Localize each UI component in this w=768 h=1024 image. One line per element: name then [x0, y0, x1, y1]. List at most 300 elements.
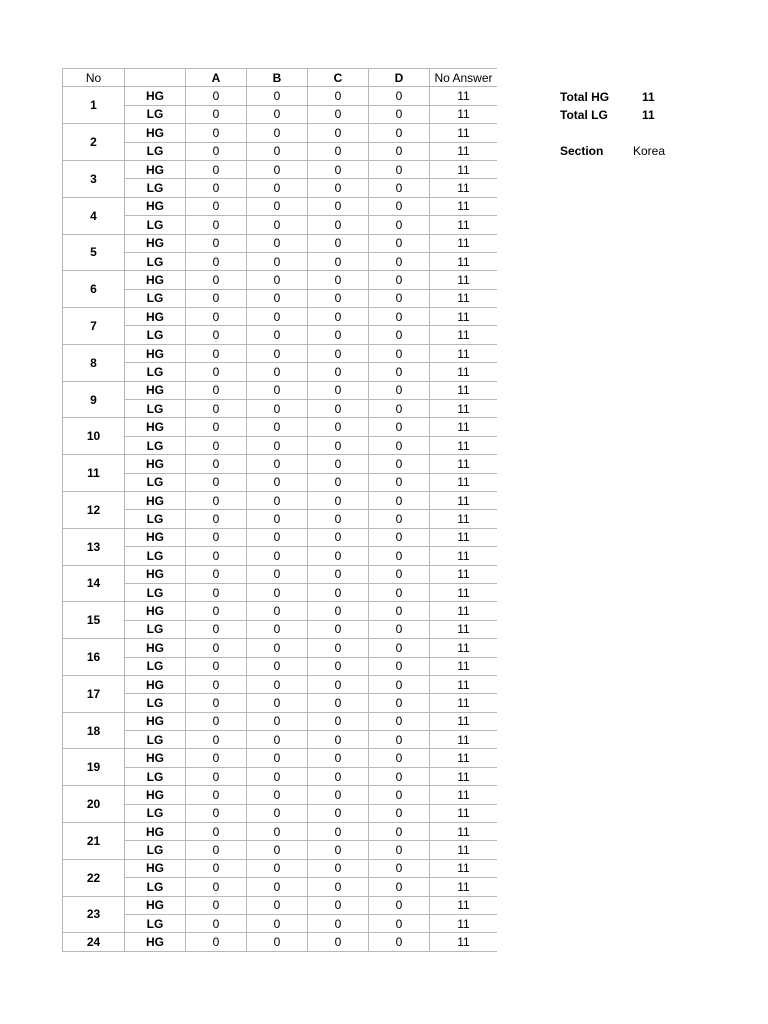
- header-cell-c: C: [308, 69, 369, 87]
- count-cell-a: 0: [186, 234, 247, 252]
- count-cell-d: 0: [369, 400, 430, 418]
- count-cell-a: 0: [186, 87, 247, 105]
- count-cell-c: 0: [308, 381, 369, 399]
- count-cell-b: 0: [247, 363, 308, 381]
- count-cell-a: 0: [186, 473, 247, 491]
- group-label-cell: HG: [125, 823, 186, 841]
- count-cell-b: 0: [247, 602, 308, 620]
- question-number-cell: 6: [63, 271, 125, 308]
- count-cell-c: 0: [308, 804, 369, 822]
- question-number-cell: 10: [63, 418, 125, 455]
- count-cell-b: 0: [247, 179, 308, 197]
- count-cell-b: 0: [247, 289, 308, 307]
- count-cell-b: 0: [247, 436, 308, 454]
- count-cell-d: 0: [369, 455, 430, 473]
- count-cell-a: 0: [186, 289, 247, 307]
- group-label-cell: HG: [125, 344, 186, 362]
- question-number-cell: 17: [63, 675, 125, 712]
- count-cell-a: 0: [186, 160, 247, 178]
- table-row: [63, 234, 498, 252]
- header-cell-no-answer: No Answer: [430, 69, 498, 87]
- count-cell-b: 0: [247, 418, 308, 436]
- table-row: [63, 363, 498, 381]
- count-cell-no-answer: 11: [430, 731, 498, 749]
- count-cell-d: 0: [369, 510, 430, 528]
- count-cell-d: 0: [369, 234, 430, 252]
- count-cell-c: 0: [308, 675, 369, 693]
- count-cell-no-answer: 11: [430, 436, 498, 454]
- question-number-cell: 22: [63, 859, 125, 896]
- group-label-cell: HG: [125, 234, 186, 252]
- count-cell-c: 0: [308, 308, 369, 326]
- count-cell-no-answer: 11: [430, 197, 498, 215]
- table-row: [63, 455, 498, 473]
- count-cell-a: 0: [186, 436, 247, 454]
- count-cell-no-answer: 11: [430, 289, 498, 307]
- question-number-cell: 3: [63, 160, 125, 197]
- count-cell-a: 0: [186, 583, 247, 601]
- count-cell-c: 0: [308, 914, 369, 932]
- count-cell-a: 0: [186, 859, 247, 877]
- count-cell-c: 0: [308, 436, 369, 454]
- count-cell-no-answer: 11: [430, 160, 498, 178]
- count-cell-d: 0: [369, 694, 430, 712]
- count-cell-b: 0: [247, 491, 308, 509]
- group-label-cell: HG: [125, 381, 186, 399]
- count-cell-d: 0: [369, 933, 430, 951]
- count-cell-a: 0: [186, 657, 247, 675]
- question-number-cell: 7: [63, 308, 125, 345]
- count-cell-b: 0: [247, 767, 308, 785]
- count-cell-d: 0: [369, 565, 430, 583]
- count-cell-no-answer: 11: [430, 878, 498, 896]
- count-cell-c: 0: [308, 712, 369, 730]
- count-cell-no-answer: 11: [430, 400, 498, 418]
- count-cell-d: 0: [369, 914, 430, 932]
- count-cell-d: 0: [369, 326, 430, 344]
- count-cell-d: 0: [369, 859, 430, 877]
- question-number-cell: 19: [63, 749, 125, 786]
- count-cell-d: 0: [369, 105, 430, 123]
- count-cell-no-answer: 11: [430, 473, 498, 491]
- count-cell-c: 0: [308, 602, 369, 620]
- count-cell-c: 0: [308, 896, 369, 914]
- count-cell-c: 0: [308, 87, 369, 105]
- count-cell-a: 0: [186, 326, 247, 344]
- count-cell-d: 0: [369, 804, 430, 822]
- question-number-cell: 2: [63, 124, 125, 161]
- count-cell-b: 0: [247, 473, 308, 491]
- count-cell-no-answer: 11: [430, 179, 498, 197]
- question-number-cell: 18: [63, 712, 125, 749]
- count-cell-no-answer: 11: [430, 896, 498, 914]
- header-cell-group: [125, 69, 186, 87]
- count-cell-a: 0: [186, 841, 247, 859]
- count-cell-c: 0: [308, 859, 369, 877]
- group-label-cell: HG: [125, 712, 186, 730]
- count-cell-a: 0: [186, 308, 247, 326]
- count-cell-no-answer: 11: [430, 694, 498, 712]
- group-label-cell: HG: [125, 602, 186, 620]
- group-label-cell: HG: [125, 639, 186, 657]
- count-cell-c: 0: [308, 731, 369, 749]
- count-cell-b: 0: [247, 823, 308, 841]
- count-cell-a: 0: [186, 142, 247, 160]
- count-cell-c: 0: [308, 823, 369, 841]
- count-cell-no-answer: 11: [430, 547, 498, 565]
- table-row: [63, 639, 498, 657]
- count-cell-c: 0: [308, 694, 369, 712]
- group-label-cell: LG: [125, 657, 186, 675]
- count-cell-d: 0: [369, 344, 430, 362]
- count-cell-b: 0: [247, 105, 308, 123]
- count-cell-b: 0: [247, 344, 308, 362]
- table-row: [63, 326, 498, 344]
- count-cell-d: 0: [369, 436, 430, 454]
- count-cell-d: 0: [369, 675, 430, 693]
- count-cell-d: 0: [369, 491, 430, 509]
- group-label-cell: HG: [125, 675, 186, 693]
- count-cell-d: 0: [369, 381, 430, 399]
- count-cell-c: 0: [308, 657, 369, 675]
- count-cell-d: 0: [369, 418, 430, 436]
- count-cell-d: 0: [369, 657, 430, 675]
- count-cell-c: 0: [308, 620, 369, 638]
- count-cell-no-answer: 11: [430, 271, 498, 289]
- count-cell-d: 0: [369, 271, 430, 289]
- count-cell-c: 0: [308, 583, 369, 601]
- table-row: [63, 602, 498, 620]
- count-cell-a: 0: [186, 197, 247, 215]
- count-cell-d: 0: [369, 197, 430, 215]
- count-cell-a: 0: [186, 455, 247, 473]
- group-label-cell: LG: [125, 731, 186, 749]
- table-row: [63, 252, 498, 270]
- question-number-cell: 14: [63, 565, 125, 602]
- count-cell-a: 0: [186, 804, 247, 822]
- count-cell-d: 0: [369, 87, 430, 105]
- group-label-cell: LG: [125, 105, 186, 123]
- count-cell-d: 0: [369, 620, 430, 638]
- table-row: [63, 124, 498, 142]
- group-label-cell: HG: [125, 124, 186, 142]
- table-row: [63, 105, 498, 123]
- count-cell-no-answer: 11: [430, 565, 498, 583]
- count-cell-no-answer: 11: [430, 749, 498, 767]
- count-cell-a: 0: [186, 344, 247, 362]
- count-cell-no-answer: 11: [430, 491, 498, 509]
- group-label-cell: LG: [125, 142, 186, 160]
- count-cell-c: 0: [308, 216, 369, 234]
- question-number-cell: 1: [63, 87, 125, 124]
- count-cell-a: 0: [186, 252, 247, 270]
- count-cell-c: 0: [308, 491, 369, 509]
- count-cell-d: 0: [369, 731, 430, 749]
- header-cell-b: B: [247, 69, 308, 87]
- total-hg-label: Total HG: [560, 90, 610, 104]
- group-label-cell: LG: [125, 289, 186, 307]
- count-cell-no-answer: 11: [430, 859, 498, 877]
- count-cell-d: 0: [369, 308, 430, 326]
- count-cell-no-answer: 11: [430, 363, 498, 381]
- count-cell-d: 0: [369, 547, 430, 565]
- count-cell-a: 0: [186, 528, 247, 546]
- question-number-cell: 20: [63, 786, 125, 823]
- item-analysis-sheet: [62, 68, 497, 954]
- group-label-cell: LG: [125, 694, 186, 712]
- group-label-cell: LG: [125, 914, 186, 932]
- table-row: [63, 859, 498, 877]
- group-label-cell: LG: [125, 804, 186, 822]
- table-row: [63, 216, 498, 234]
- count-cell-d: 0: [369, 823, 430, 841]
- count-cell-b: 0: [247, 216, 308, 234]
- count-cell-no-answer: 11: [430, 418, 498, 436]
- table-row: [63, 87, 498, 105]
- question-number-cell: 9: [63, 381, 125, 418]
- count-cell-b: 0: [247, 933, 308, 951]
- question-number-cell: 23: [63, 896, 125, 933]
- group-label-cell: LG: [125, 583, 186, 601]
- count-cell-c: 0: [308, 124, 369, 142]
- count-cell-b: 0: [247, 455, 308, 473]
- count-cell-no-answer: 11: [430, 823, 498, 841]
- count-cell-a: 0: [186, 639, 247, 657]
- question-number-cell: 16: [63, 639, 125, 676]
- group-label-cell: HG: [125, 455, 186, 473]
- count-cell-no-answer: 11: [430, 344, 498, 362]
- table-row: [63, 749, 498, 767]
- group-label-cell: HG: [125, 933, 186, 951]
- count-cell-a: 0: [186, 271, 247, 289]
- count-cell-b: 0: [247, 160, 308, 178]
- count-cell-b: 0: [247, 620, 308, 638]
- count-cell-d: 0: [369, 749, 430, 767]
- count-cell-c: 0: [308, 473, 369, 491]
- count-cell-c: 0: [308, 418, 369, 436]
- table-row: [63, 878, 498, 896]
- count-cell-a: 0: [186, 767, 247, 785]
- count-cell-a: 0: [186, 381, 247, 399]
- group-label-cell: HG: [125, 160, 186, 178]
- count-cell-no-answer: 11: [430, 675, 498, 693]
- count-cell-a: 0: [186, 675, 247, 693]
- group-label-cell: LG: [125, 436, 186, 454]
- count-cell-no-answer: 11: [430, 602, 498, 620]
- group-label-cell: HG: [125, 528, 186, 546]
- count-cell-a: 0: [186, 602, 247, 620]
- count-cell-c: 0: [308, 639, 369, 657]
- header-row: [63, 69, 498, 87]
- count-cell-a: 0: [186, 694, 247, 712]
- section-value: Korea: [633, 144, 666, 158]
- group-label-cell: LG: [125, 400, 186, 418]
- group-label-cell: HG: [125, 197, 186, 215]
- count-cell-b: 0: [247, 124, 308, 142]
- count-cell-b: 0: [247, 657, 308, 675]
- group-label-cell: HG: [125, 786, 186, 804]
- count-cell-no-answer: 11: [430, 252, 498, 270]
- count-cell-b: 0: [247, 914, 308, 932]
- group-label-cell: HG: [125, 308, 186, 326]
- table-row: [63, 381, 498, 399]
- table-row: [63, 289, 498, 307]
- count-cell-a: 0: [186, 105, 247, 123]
- table-row: [63, 712, 498, 730]
- count-cell-b: 0: [247, 896, 308, 914]
- table-row: [63, 804, 498, 822]
- count-cell-c: 0: [308, 252, 369, 270]
- table-row: [63, 694, 498, 712]
- count-cell-c: 0: [308, 786, 369, 804]
- count-cell-d: 0: [369, 160, 430, 178]
- count-cell-d: 0: [369, 473, 430, 491]
- count-cell-b: 0: [247, 841, 308, 859]
- count-cell-no-answer: 11: [430, 657, 498, 675]
- group-label-cell: LG: [125, 510, 186, 528]
- count-cell-d: 0: [369, 767, 430, 785]
- question-number-cell: 24: [63, 933, 125, 951]
- count-cell-c: 0: [308, 547, 369, 565]
- count-cell-b: 0: [247, 234, 308, 252]
- count-cell-c: 0: [308, 289, 369, 307]
- table-row: [63, 528, 498, 546]
- count-cell-c: 0: [308, 933, 369, 951]
- count-cell-no-answer: 11: [430, 639, 498, 657]
- count-cell-no-answer: 11: [430, 841, 498, 859]
- count-cell-no-answer: 11: [430, 216, 498, 234]
- answer-distribution-table: [62, 68, 497, 952]
- table-row: [63, 197, 498, 215]
- table-row: [63, 933, 498, 951]
- table-row: [63, 565, 498, 583]
- count-cell-b: 0: [247, 675, 308, 693]
- count-cell-c: 0: [308, 160, 369, 178]
- count-cell-no-answer: 11: [430, 914, 498, 932]
- count-cell-a: 0: [186, 216, 247, 234]
- count-cell-a: 0: [186, 124, 247, 142]
- count-cell-c: 0: [308, 344, 369, 362]
- table-row: [63, 583, 498, 601]
- question-number-cell: 11: [63, 455, 125, 492]
- header-cell-d: D: [369, 69, 430, 87]
- table-row: [63, 142, 498, 160]
- group-label-cell: LG: [125, 547, 186, 565]
- count-cell-c: 0: [308, 326, 369, 344]
- count-cell-no-answer: 11: [430, 767, 498, 785]
- count-cell-a: 0: [186, 933, 247, 951]
- table-row: [63, 491, 498, 509]
- group-label-cell: LG: [125, 767, 186, 785]
- group-label-cell: HG: [125, 418, 186, 436]
- count-cell-no-answer: 11: [430, 510, 498, 528]
- count-cell-a: 0: [186, 510, 247, 528]
- group-label-cell: LG: [125, 473, 186, 491]
- count-cell-a: 0: [186, 179, 247, 197]
- count-cell-a: 0: [186, 914, 247, 932]
- table-row: [63, 418, 498, 436]
- count-cell-c: 0: [308, 142, 369, 160]
- count-cell-d: 0: [369, 878, 430, 896]
- table-row: [63, 786, 498, 804]
- count-cell-b: 0: [247, 142, 308, 160]
- count-cell-d: 0: [369, 528, 430, 546]
- count-cell-no-answer: 11: [430, 124, 498, 142]
- count-cell-no-answer: 11: [430, 142, 498, 160]
- count-cell-d: 0: [369, 363, 430, 381]
- question-number-cell: 12: [63, 491, 125, 528]
- count-cell-b: 0: [247, 731, 308, 749]
- count-cell-a: 0: [186, 418, 247, 436]
- count-cell-a: 0: [186, 712, 247, 730]
- count-cell-a: 0: [186, 565, 247, 583]
- table-row: [63, 271, 498, 289]
- count-cell-d: 0: [369, 602, 430, 620]
- question-number-cell: 15: [63, 602, 125, 639]
- count-cell-no-answer: 11: [430, 528, 498, 546]
- count-cell-no-answer: 11: [430, 786, 498, 804]
- total-lg-label: Total LG: [560, 108, 608, 122]
- count-cell-c: 0: [308, 510, 369, 528]
- group-label-cell: LG: [125, 216, 186, 234]
- count-cell-a: 0: [186, 878, 247, 896]
- section-label: Section: [560, 144, 604, 158]
- count-cell-c: 0: [308, 234, 369, 252]
- count-cell-a: 0: [186, 749, 247, 767]
- count-cell-no-answer: 11: [430, 234, 498, 252]
- count-cell-c: 0: [308, 105, 369, 123]
- count-cell-no-answer: 11: [430, 105, 498, 123]
- count-cell-b: 0: [247, 749, 308, 767]
- count-cell-b: 0: [247, 712, 308, 730]
- count-cell-c: 0: [308, 197, 369, 215]
- count-cell-d: 0: [369, 786, 430, 804]
- group-label-cell: HG: [125, 749, 186, 767]
- count-cell-c: 0: [308, 565, 369, 583]
- count-cell-d: 0: [369, 712, 430, 730]
- count-cell-b: 0: [247, 381, 308, 399]
- table-row: [63, 657, 498, 675]
- header-cell-no: No: [63, 69, 125, 87]
- count-cell-b: 0: [247, 565, 308, 583]
- table-row: [63, 160, 498, 178]
- group-label-cell: HG: [125, 491, 186, 509]
- group-label-cell: LG: [125, 878, 186, 896]
- count-cell-d: 0: [369, 896, 430, 914]
- group-label-cell: HG: [125, 87, 186, 105]
- count-cell-no-answer: 11: [430, 381, 498, 399]
- table-row: [63, 344, 498, 362]
- table-row: [63, 620, 498, 638]
- total-lg-value: 11: [642, 108, 655, 122]
- count-cell-c: 0: [308, 528, 369, 546]
- count-cell-b: 0: [247, 694, 308, 712]
- group-label-cell: LG: [125, 179, 186, 197]
- count-cell-b: 0: [247, 510, 308, 528]
- count-cell-b: 0: [247, 87, 308, 105]
- count-cell-no-answer: 11: [430, 620, 498, 638]
- header-cell-a: A: [186, 69, 247, 87]
- group-label-cell: LG: [125, 363, 186, 381]
- count-cell-b: 0: [247, 528, 308, 546]
- table-row: [63, 510, 498, 528]
- count-cell-b: 0: [247, 804, 308, 822]
- count-cell-d: 0: [369, 216, 430, 234]
- count-cell-c: 0: [308, 878, 369, 896]
- count-cell-a: 0: [186, 896, 247, 914]
- count-cell-no-answer: 11: [430, 712, 498, 730]
- count-cell-b: 0: [247, 786, 308, 804]
